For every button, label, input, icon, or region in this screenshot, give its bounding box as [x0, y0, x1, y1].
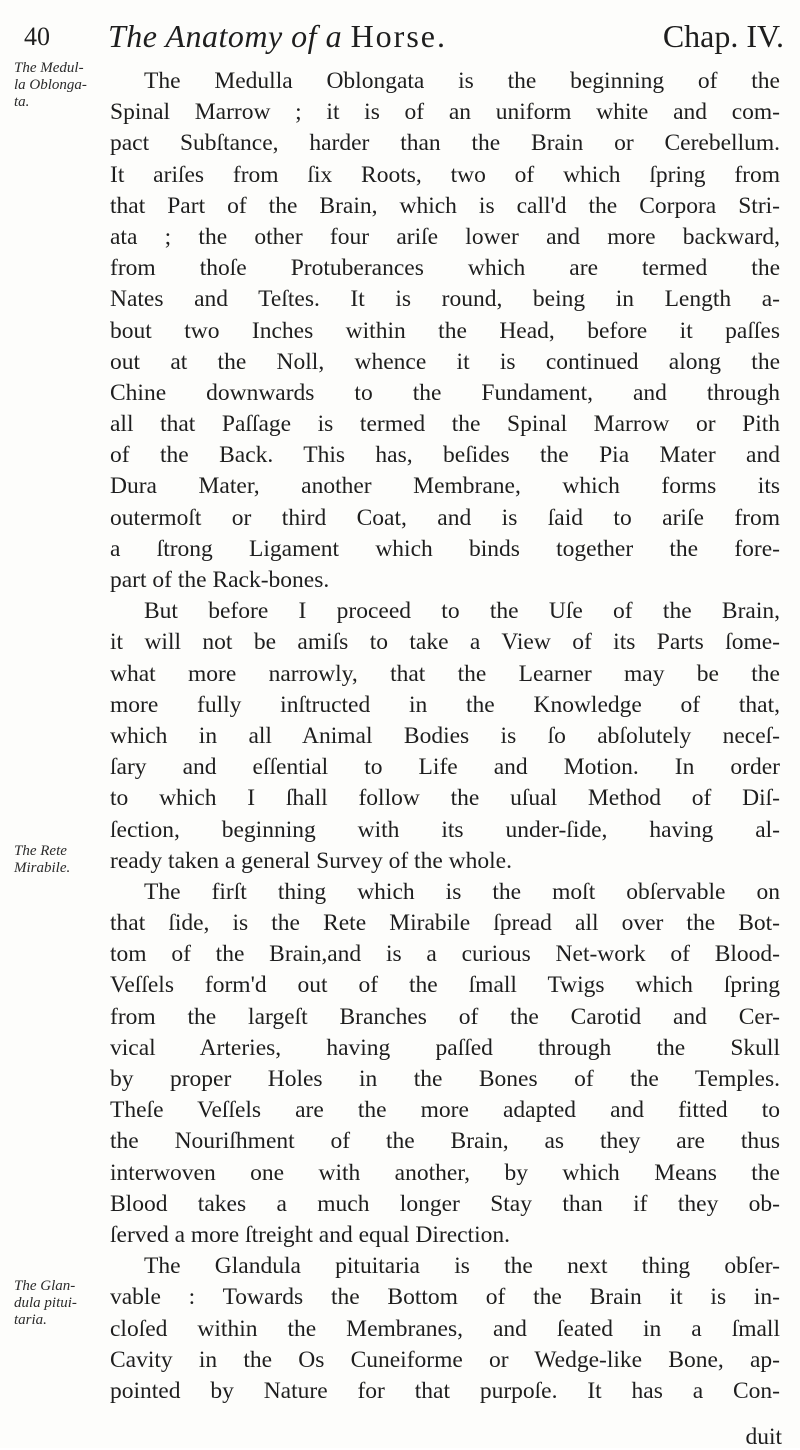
- text-line: Theſe Veſſels are the more adapted and fitted to: [110, 1097, 780, 1124]
- text-line: a ſtrong Ligament which binds together the fore-: [110, 535, 780, 562]
- text-line: Chine downwards to the Fundament, and through: [110, 379, 780, 406]
- text-line: Nates and Teſtes. It is round, being in Length a-: [110, 286, 780, 313]
- text-line: what more narrowly, that the Learner may be the: [110, 660, 780, 687]
- text-line: of the Back. This has, beſides the Pia Mater and: [110, 442, 780, 469]
- text-line: Cavity in the Os Cuneiforme or Wedge-like Bone, ap-: [110, 1346, 780, 1373]
- text-line: interwoven one with another, by which Means the: [110, 1159, 780, 1186]
- text-line: which in all Animal Bodies is ſo abſolutely neceſ-: [110, 722, 780, 749]
- text-line: the Nouriſhment of the Brain, as they are thus: [110, 1128, 780, 1155]
- text-line: bout two Inches within the Head, before it paſſes: [110, 317, 780, 344]
- text-line: The Medulla Oblongata is the beginning of the: [144, 68, 780, 94]
- text-line: ſary and eſſential to Life and Motion. In order: [110, 754, 780, 781]
- text-line: Blood takes a much longer Stay than if they ob-: [110, 1190, 780, 1217]
- margin-note-rete: The Rete Mirabile.: [14, 843, 71, 876]
- text-line: ready taken a general Survey of the whole.: [110, 847, 512, 874]
- text-line: out at the Noll, whence it is continued along the: [110, 348, 780, 375]
- text-line: cloſed within the Membranes, and ſeated in a ſmall: [110, 1315, 780, 1342]
- text-line: pointed by Nature for that purpoſe. It has a Con-: [110, 1377, 780, 1404]
- text-line: outermoſt or third Coat, and is ſaid to ariſe from: [110, 504, 780, 531]
- chapter-label: Chap. IV.: [662, 18, 784, 54]
- page-header: [18, 10, 788, 54]
- text-line: to which I ſhall follow the uſual Method of Diſ-: [110, 785, 780, 812]
- text-line: pact Subſtance, harder than the Brain or Cerebellum.: [110, 130, 780, 157]
- text-line: Spinal Marrow ; it is of an uniform white and com-: [110, 99, 780, 126]
- text-line: from the largeſt Branches of the Carotid and Cer-: [110, 1003, 780, 1030]
- text-line: Veſſels form'd out of the ſmall Twigs which ſpring: [110, 972, 780, 999]
- running-title-italic: The Anatomy of a: [108, 18, 343, 54]
- text-line: ata ; the other four ariſe lower and more backward,: [110, 223, 780, 250]
- text-line: that Part of the Brain, which is call'd the Corpora Stri-: [110, 192, 780, 219]
- text-line: part of the Rack-bones.: [110, 567, 330, 593]
- catchword: duit: [745, 1424, 782, 1450]
- text-line: by proper Holes in the Bones of the Temples.: [110, 1066, 780, 1092]
- text-line: from thoſe Protuberances which are termed the: [110, 255, 780, 282]
- text-line: But before I proceed to the Uſe of the Brain,: [144, 598, 780, 625]
- text-line: tom of the Brain,and is a curious Net-work of Blood-: [110, 941, 780, 968]
- text-line: more fully inſtructed in the Knowledge of that,: [110, 691, 780, 718]
- text-line: It ariſes from ſix Roots, two of which ſpring from: [110, 161, 780, 188]
- text-line: The firſt thing which is the moſt obſervable on: [144, 878, 780, 905]
- text-line: ſerved a more ſtreight and equal Direction.: [110, 1221, 510, 1248]
- text-line: The Glandula pituitaria is the next thing obſer-: [144, 1253, 780, 1280]
- text-line: Dura Mater, another Membrane, which forms its: [110, 473, 780, 500]
- text-line: vable : Towards the Bottom of the Brain it is in-: [110, 1284, 780, 1311]
- text-line: vical Arteries, having paſſed through the Skull: [110, 1034, 780, 1061]
- body-text: [110, 66, 780, 1407]
- text-line: it will not be amiſs to take a View of its Parts ſome-: [110, 629, 780, 656]
- page-number: 40: [24, 22, 50, 51]
- running-title: [108, 18, 447, 55]
- text-line: that ſide, is the Rete Mirabile ſpread all over the Bot-: [110, 910, 780, 937]
- margin-note-glandula: The Glan-dula pitui-taria.: [14, 1278, 77, 1328]
- running-title-caps: Horse.: [350, 18, 447, 54]
- text-line: all that Paſſage is termed the Spinal Marrow or Pith: [110, 411, 780, 438]
- text-line: ſection, beginning with its under-ſide, having al-: [110, 816, 780, 843]
- margin-note-medulla: The Medul-la Oblonga-ta.: [14, 60, 87, 110]
